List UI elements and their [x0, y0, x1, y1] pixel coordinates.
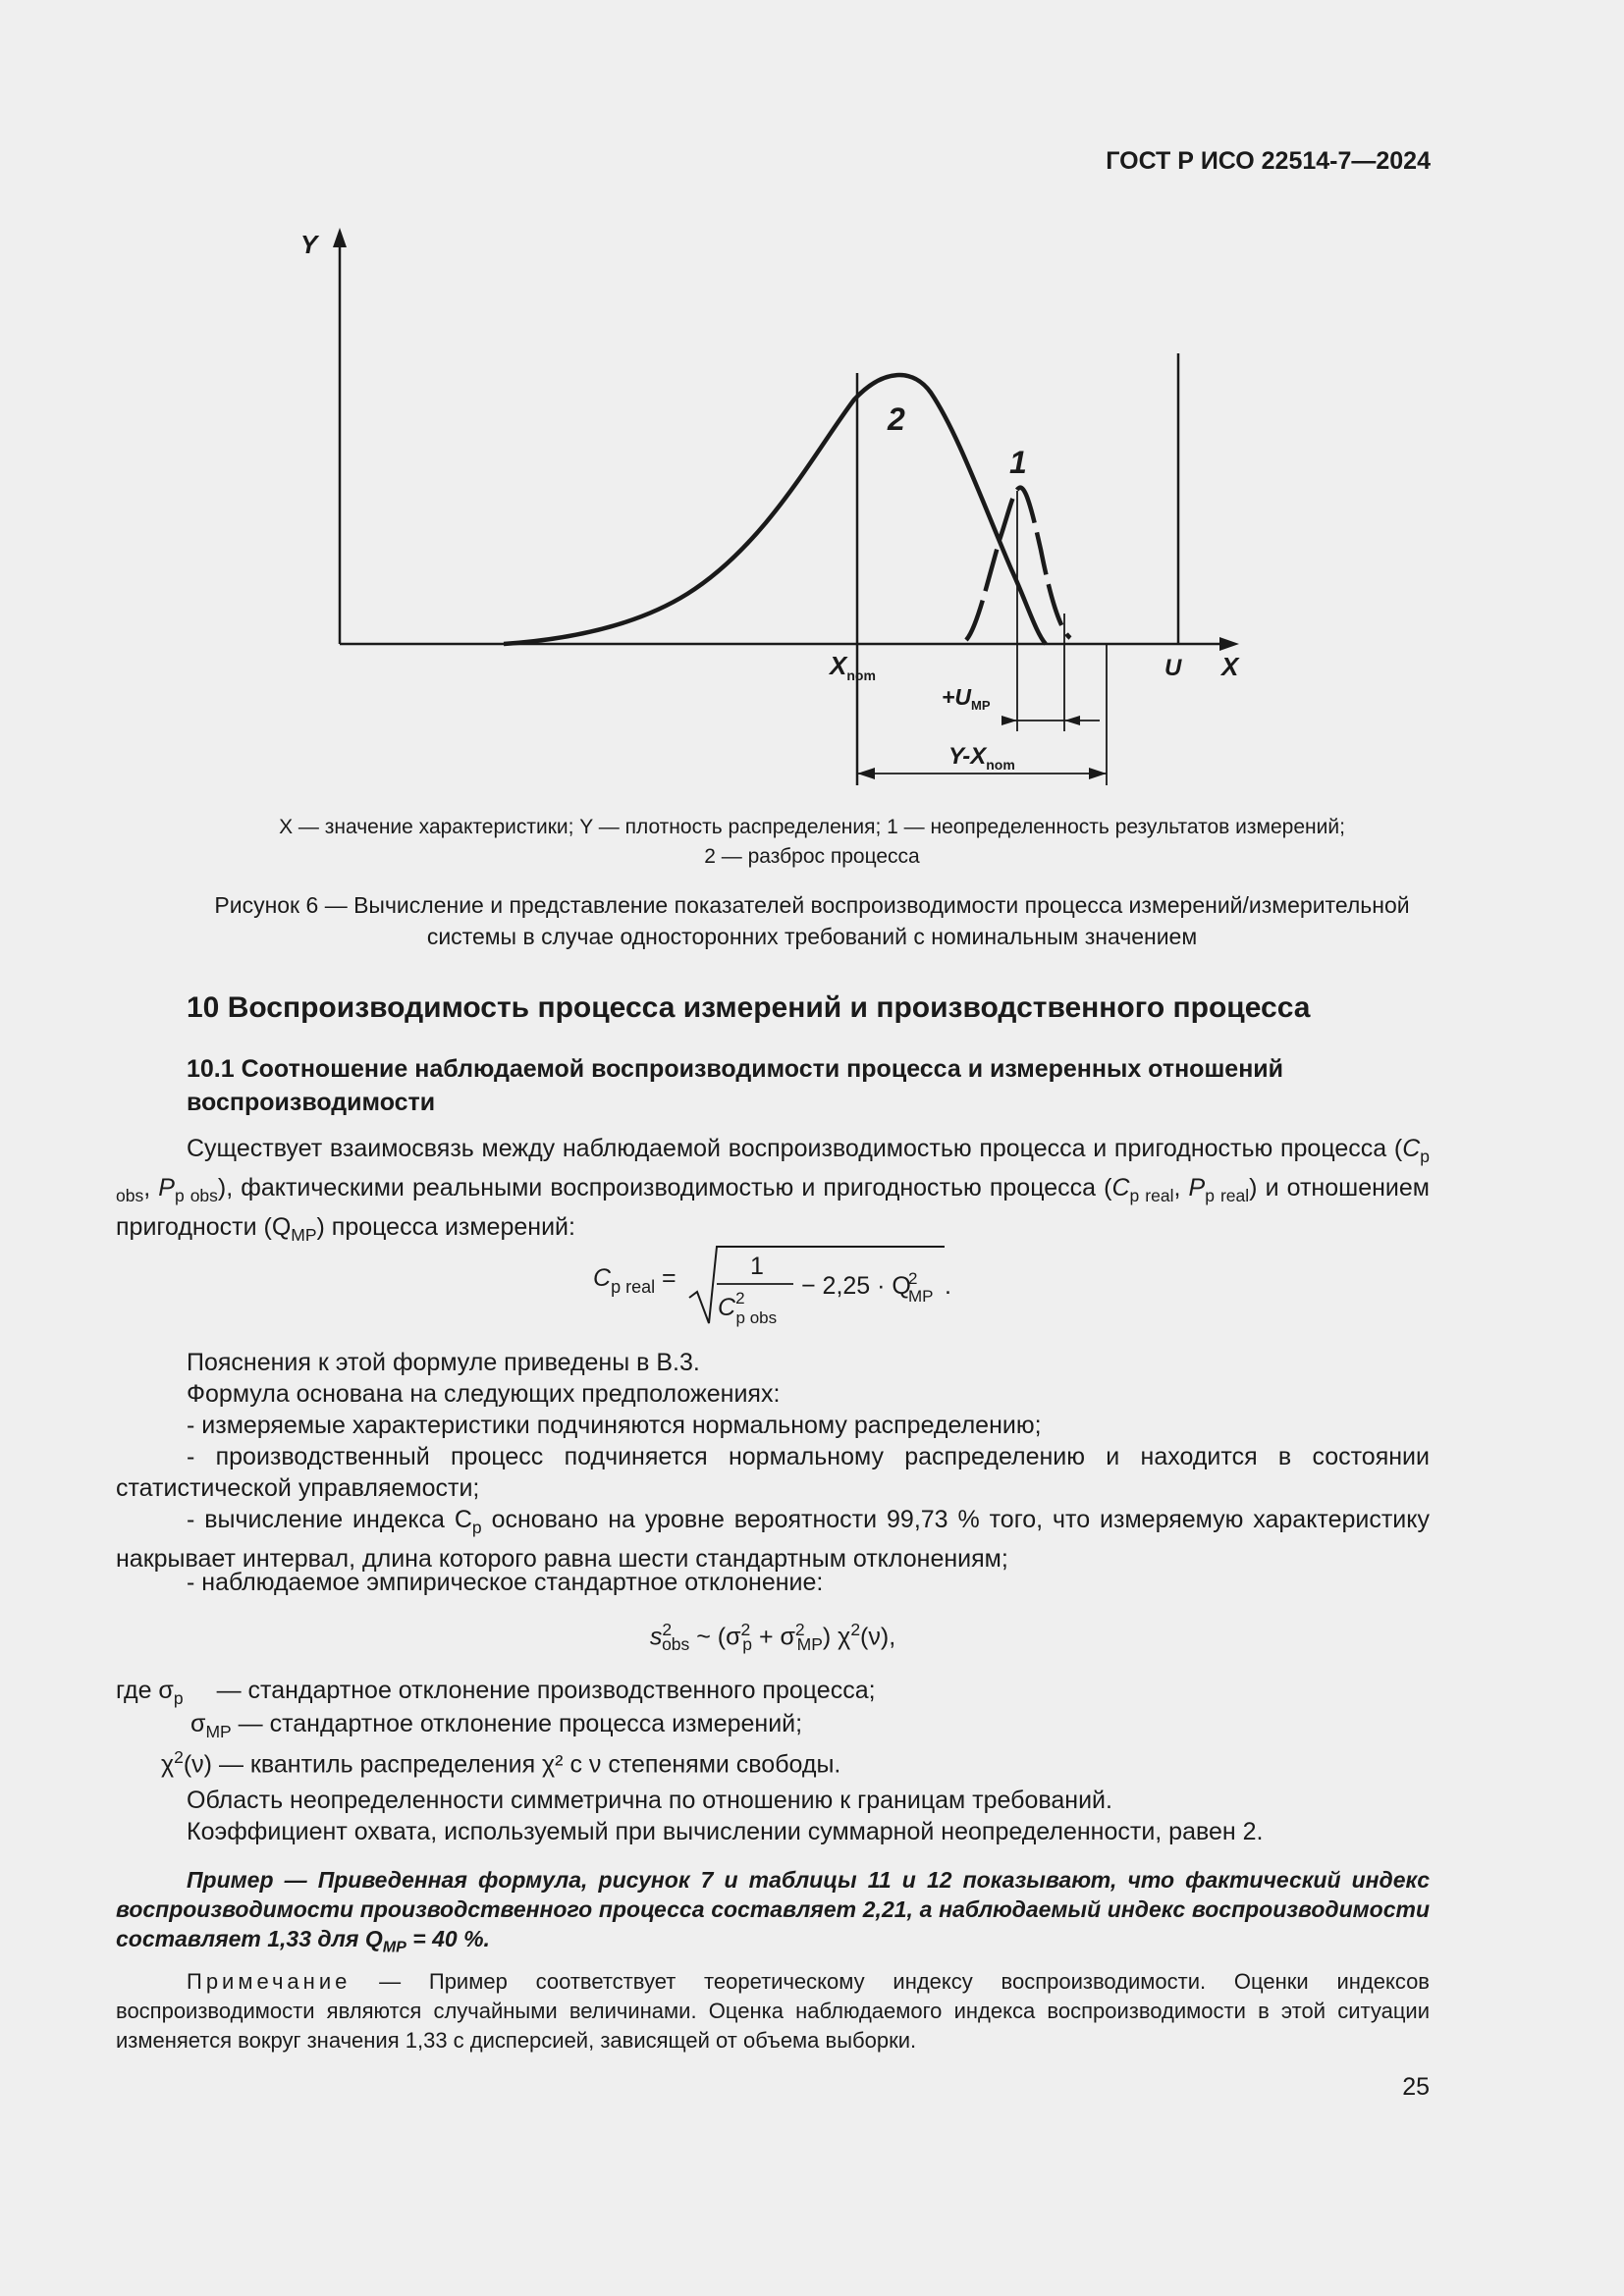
formula-cp-real	[579, 1239, 992, 1327]
curve-2-process-spread	[504, 375, 1046, 644]
curve-1-label: 1	[1009, 445, 1027, 480]
page-number: 25	[1402, 2073, 1430, 2101]
document-header: ГОСТ Р ИСО 22514-7—2024	[1106, 147, 1431, 175]
symmetry-line: Область неопределенности симметрична по отношению к границам требований.	[187, 1787, 1112, 1814]
where-row-1: где $\sigma_p$ — стандартное отклонение производственного процесса;	[116, 1677, 876, 1708]
figure-6	[0, 0, 1624, 805]
curve-1-uncertainty	[966, 488, 1070, 640]
intro-paragraph: Существует взаимосвязь между наблюдаемой воспроизводимостью процесса и пригодностью процесса ($C_{p obs}$, $P_{p obs}$), фактическими реальными воспроизводимостью и пригодностью процесса ($C_{p real}$, $P_{p real}$) и отношением пригодности $(Q_{MP})$ процесса измерений:	[116, 1135, 1430, 1245]
explain-line: Пояснения к этой формуле приведены в В.3.	[187, 1349, 700, 1376]
where-row-3: $\chi^2(\nu)$ — квантиль распределения χ² с ν степенями свободы.	[161, 1747, 841, 1779]
xnom-label: $X_{nom}$	[830, 651, 876, 683]
svg-text:1: 1	[750, 1253, 764, 1280]
svg-text:Cp real =: $C_{p real}$ =	[593, 1264, 677, 1297]
caption-line-2: системы в случае односторонних требований с номинальным значением	[426, 924, 1198, 949]
yx-label: $Y-X_{nom}$	[948, 743, 1015, 773]
svg-text:MP: MP	[908, 1287, 934, 1306]
svg-text:C2p obs: $C^2$ p obs	[718, 1289, 778, 1327]
svg-text:2: 2	[908, 1269, 918, 1288]
x-axis-label: X	[1221, 652, 1239, 681]
section-title: 10 Воспроизводимость процесса измерений и производственного процесса	[187, 991, 1311, 1024]
ump-label: $+U_{MP}$	[942, 684, 991, 713]
assumption-item-2: - производственный процесс подчиняется нормальному распределению и находится в состоянии статистической управляемости;	[116, 1443, 1430, 1502]
example-paragraph: Пример — Приведенная формула, рисунок 7 и таблицы 11 и 12 показывают, что фактический индекс воспроизводимости производственного процесса составляет 2,21, а наблюдаемый индекс воспроизводимости составляет 1,33 для $Q_{MP} = 40$ %.	[116, 1867, 1430, 1956]
where-row-2: $\sigma_{MP}$ — стандартное отклонение процесса измерений;	[190, 1710, 803, 1741]
caption-line-1: Рисунок 6 — Вычисление и представление показателей воспроизводимости процесса измерений/измерительной	[214, 892, 1410, 918]
legend-line-1: X — значение характеристики; Y — плотность распределения; 1 — неопределенность результатов измерений;	[279, 816, 1345, 838]
coverage-line: Коэффициент охвата, используемый при вычислении суммарной неопределенности, равен 2.	[187, 1818, 1264, 1845]
figure-caption	[118, 889, 1506, 952]
svg-text:− 2,25 · Q: − 2,25 · Q	[801, 1272, 911, 1300]
u-label: U	[1164, 655, 1182, 681]
curve-2-label: 2	[888, 401, 905, 437]
assumptions-line: Формула основана на следующих предположениях:	[187, 1380, 781, 1408]
x-axis-arrow	[1219, 637, 1239, 651]
assumption-item-4: - наблюдаемое эмпирическое стандартное отклонение:	[187, 1569, 824, 1596]
assumption-item-1: - измеряемые характеристики подчиняются нормальному распределению;	[187, 1412, 1042, 1439]
svg-text:.: .	[945, 1272, 951, 1300]
legend-line-2: 2 — разброс процесса	[704, 845, 920, 868]
assumption-item-3: - вычисление индекса $C_p$ основано на уровне вероятности 99,73 % того, что измеряемую характеристику накрывает интервал, длина которого равна шести стандартным отклонениям;	[116, 1506, 1430, 1573]
formula-sobs: $s^2_{obs}$ ~ $(\sigma^2_p + \sigma^2_{MP})$ $\chi^2(\nu)$,	[649, 1620, 896, 1655]
note-paragraph: Примечание — Пример соответствует теоретическому индексу воспроизводимости. Оценки индексов воспроизводимости являются случайными величинами. Оценка наблюдаемого индекса воспроизводимости в этой ситуации изменяется вокруг значения 1,33 с дисперсией, зависящей от объема выборки.	[116, 1969, 1430, 2053]
subsection-title: 10.1 Соотношение наблюдаемой воспроизводимости процесса и измеренных отношений воспроизводимости	[187, 1055, 1284, 1116]
figure-legend	[118, 813, 1506, 872]
y-axis-label: Y	[300, 230, 318, 259]
y-axis-arrow	[333, 228, 347, 247]
